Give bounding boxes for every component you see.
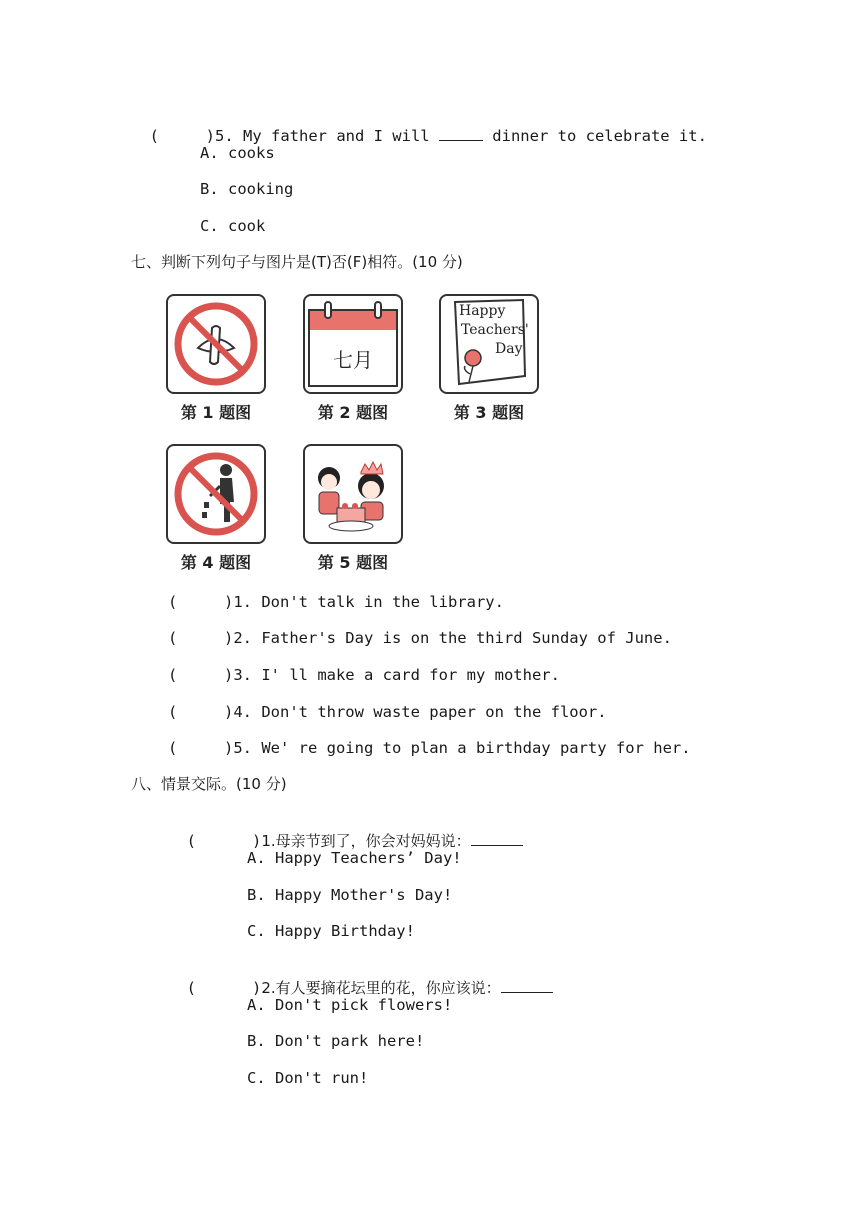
picture-2 (303, 294, 403, 394)
answer-bracket[interactable]: ( ) (149, 127, 215, 145)
s7-item-4 (168, 702, 607, 722)
item-text: 2. Father's Day is on the third Sunday of June. (233, 629, 672, 647)
section-7-title: 七、判断下列句子与图片是(T)否(F)相符。(10 分) (131, 253, 463, 271)
question-text: 1.母亲节到了，你会对妈妈说： (261, 832, 471, 850)
answer-bracket[interactable]: ( ) (186, 979, 262, 997)
item-text: 1. Don't talk in the library. (233, 593, 504, 611)
s8-q2-option-a: A. Don't pick flowers! (247, 996, 453, 1014)
answer-bracket[interactable]: ( ) (168, 739, 234, 757)
card-line-2: Teachers' (461, 322, 529, 338)
item-text: 5. We' re going to plan a birthday party for her. (233, 739, 691, 757)
s8-q1-option-c: C. Happy Birthday! (247, 922, 415, 940)
picture-4 (166, 444, 266, 544)
item-text: 3. I' ll make a card for my mother. (233, 666, 560, 684)
s8-q2-option-c: C. Don't run! (247, 1069, 369, 1087)
answer-bracket[interactable]: ( ) (168, 593, 234, 611)
s7-item-3 (168, 665, 560, 685)
item-text: 4. Don't throw waste paper on the floor. (233, 703, 607, 721)
s8-q2-option-b: B. Don't park here! (247, 1032, 425, 1050)
answer-blank[interactable] (439, 126, 483, 141)
caption-2: 第 2 题图 (317, 403, 389, 422)
answer-blank[interactable] (471, 831, 523, 846)
caption-4: 第 4 题图 (180, 553, 252, 572)
s8-question-1 (168, 811, 523, 851)
s8-q1-option-a: A. Happy Teachers’ Day! (247, 849, 462, 867)
s8-question-2 (168, 958, 553, 998)
s8-q1-option-b: B. Happy Mother's Day! (247, 886, 453, 904)
no-littering-sign-icon (168, 446, 264, 542)
calendar-month-label: 七月 (333, 348, 373, 372)
card-line-1: Happy (459, 303, 506, 319)
no-talking-sign-icon (168, 296, 264, 392)
picture-3 (439, 294, 539, 394)
s7-item-2 (168, 628, 672, 648)
question-text-after: dinner to celebrate it. (482, 127, 707, 145)
question-text: 2.有人要摘花坛里的花，你应该说： (261, 979, 501, 997)
option-a: A. cooks (200, 144, 275, 162)
birthday-party-icon (305, 446, 401, 542)
option-c: C. cook (200, 217, 266, 235)
picture-1 (166, 294, 266, 394)
answer-bracket[interactable]: ( ) (168, 703, 234, 721)
answer-bracket[interactable]: ( ) (168, 666, 234, 684)
answer-blank[interactable] (501, 978, 553, 993)
question-5 (131, 106, 707, 146)
caption-3: 第 3 题图 (453, 403, 525, 422)
answer-bracket[interactable]: ( ) (186, 832, 262, 850)
card-line-3: Day (495, 341, 523, 357)
s7-item-1 (168, 592, 504, 612)
caption-5: 第 5 题图 (317, 553, 389, 572)
section-8-title: 八、情景交际。(10 分) (131, 775, 287, 793)
caption-1: 第 1 题图 (180, 403, 252, 422)
answer-bracket[interactable]: ( ) (168, 629, 234, 647)
s7-item-5 (168, 738, 691, 758)
option-b: B. cooking (200, 180, 294, 198)
picture-5 (303, 444, 403, 544)
question-text-before: 5. My father and I will (215, 127, 439, 145)
